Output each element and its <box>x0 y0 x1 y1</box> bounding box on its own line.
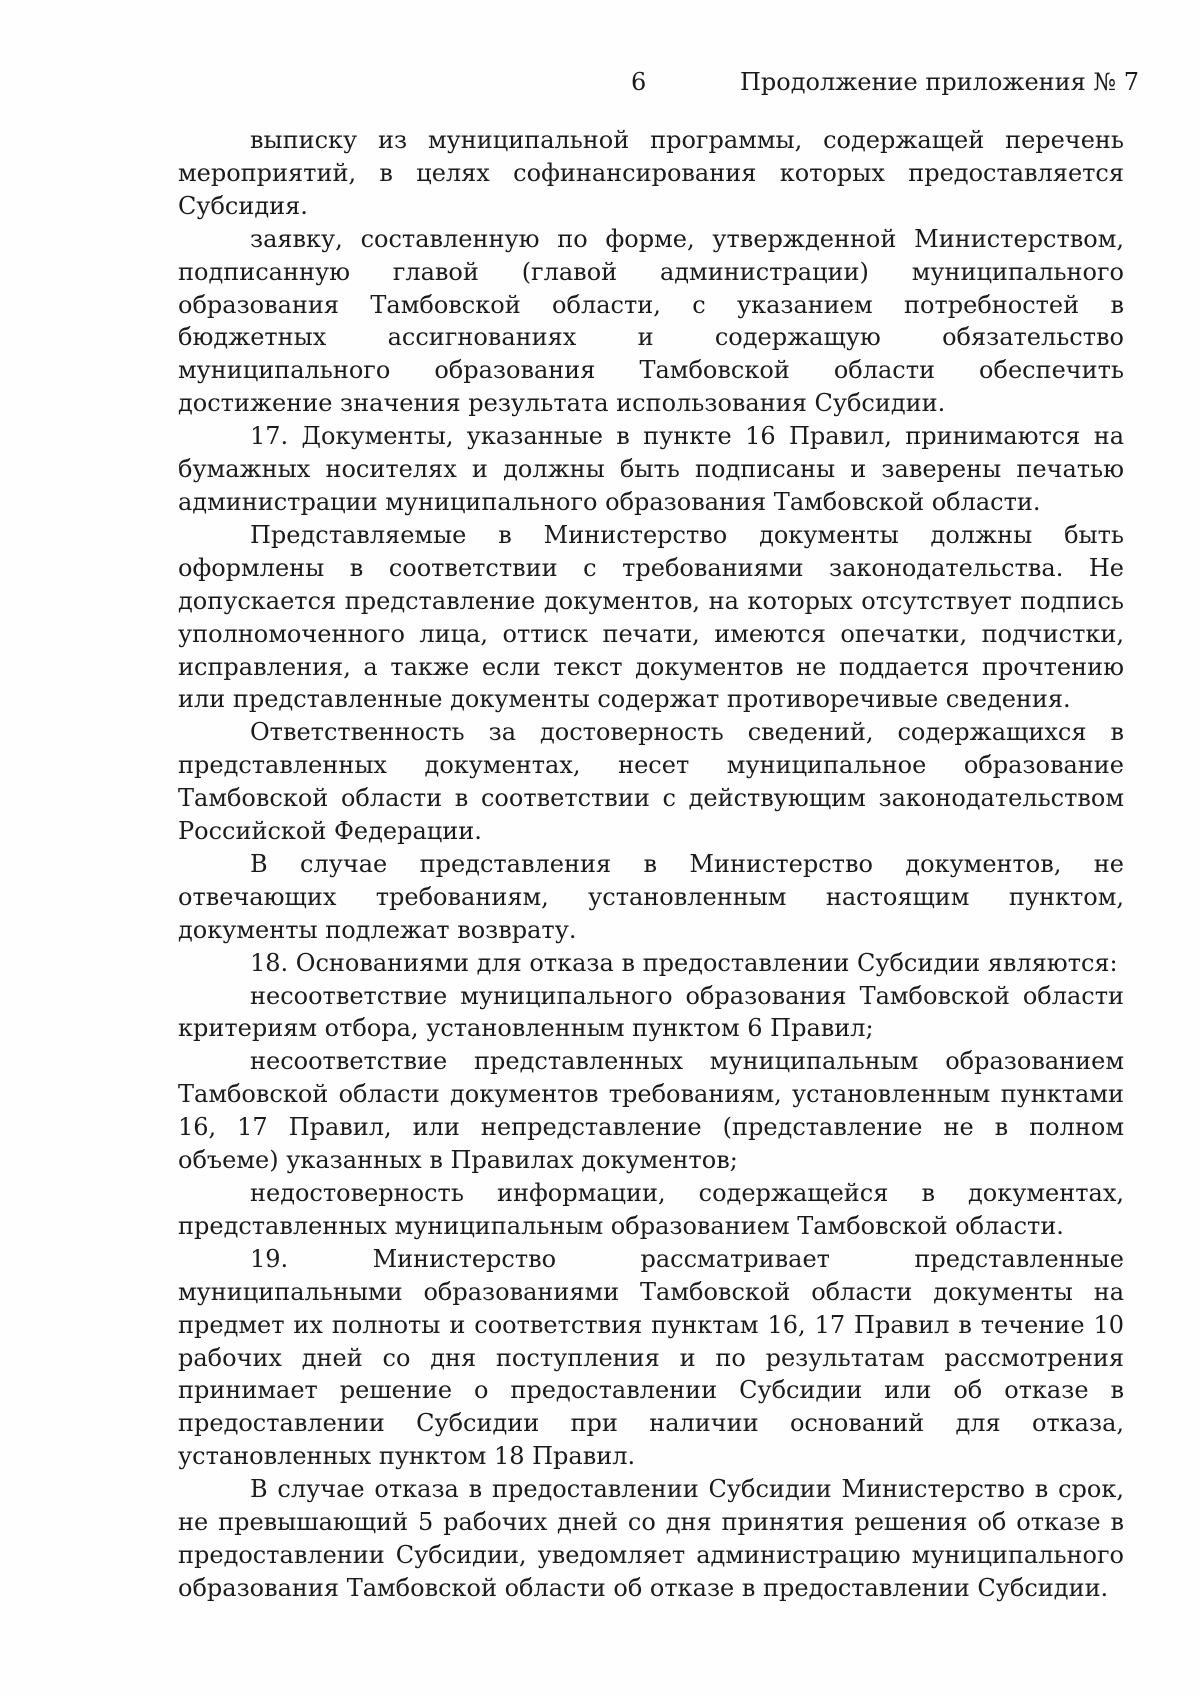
paragraph-refusal-notification: В случае отказа в предоставлении Субсидии Министерство в срок, не превышающий 5 рабочих дней со дня принятия решения об отказе в предоставлении Субсидии, уведомляет администрацию муниципального образования Тамбовской области об отказе в предоставлении Субсидии. <box>178 1475 1124 1602</box>
appendix-continuation-note: Продолжение приложения № 7 <box>740 68 1140 96</box>
paragraph-refusal-unreliable-info: недостоверность информации, содержащейся в документах, представленных муниципальным образованием Тамбовской области. <box>178 1179 1124 1240</box>
paragraph-item-17: 17. Документы, указанные в пункте 16 Правил, принимаются на бумажных носителях и должны быть подписаны и заверены печатью администрации муниципального образования Тамбовской области. <box>178 422 1124 516</box>
paragraph-item-19: 19. Министерство рассматривает представленные муниципальными образованиями Тамбовской области документы на предмет их полноты и соответствия пунктам 16, 17 Правил в течение 10 рабочих дней со дня поступления и по результатам рассмотрения принимает решение о предоставлении Субсидии или об отказе в предоставлении Субсидии при наличии оснований для отказа, установленных пунктом 18 Правил. <box>178 1244 1124 1471</box>
paragraph-document-requirements: Представляемые в Министерство документы должны быть оформлены в соответствии с требованиями законодательства. Не допускается представление документов, на которых отсутствует подпись уполномоченного лица, оттиск печати, имеются опечатки, подчистки, исправления, а также если текст документов не поддается прочтению или представленные документы содержат противоречивые сведения. <box>178 520 1124 714</box>
page-header <box>0 68 1200 102</box>
paragraph-item-18: 18. Основаниями для отказа в предоставлении Субсидии являются: <box>250 948 1118 977</box>
paragraph-refusal-criteria: несоответствие муниципального образования Тамбовской области критериям отбора, установленным пунктом 6 Правил; <box>178 981 1124 1043</box>
page-number: 6 <box>631 68 647 96</box>
paragraph-application: заявку, составленную по форме, утвержденной Министерством, подписанную главой (главой администрации) муниципального образования Тамбовской области, с указанием потребностей в бюджетных ассигнованиях и содержащую обязательство муниципального образования Тамбовской области обеспечить достижение значения результата использования Субсидии. <box>178 224 1124 418</box>
paragraph-program-extract: выписку из муниципальной программы, содержащей перечень мероприятий, в целях софинансирования которых предоставляется Субсидия. <box>178 126 1124 220</box>
paragraph-responsibility: Ответственность за достоверность сведений, содержащихся в представленных документах, несет муниципальное образование Тамбовской области в соответствии с действующим законодательством Российской Федерации. <box>178 718 1124 846</box>
paragraph-refusal-documents: несоответствие представленных муниципальным образованием Тамбовской области документов требованиям, установленным пунктами 16, 17 Правил, или непредставление (представление не в полном объеме) указанных в Правилах документов; <box>178 1047 1124 1175</box>
paragraph-return-of-documents: В случае представления в Министерство документов, не отвечающих требованиям, установленным настоящим пунктом, документы подлежат возврату. <box>178 849 1124 944</box>
document-body <box>178 124 1124 1605</box>
